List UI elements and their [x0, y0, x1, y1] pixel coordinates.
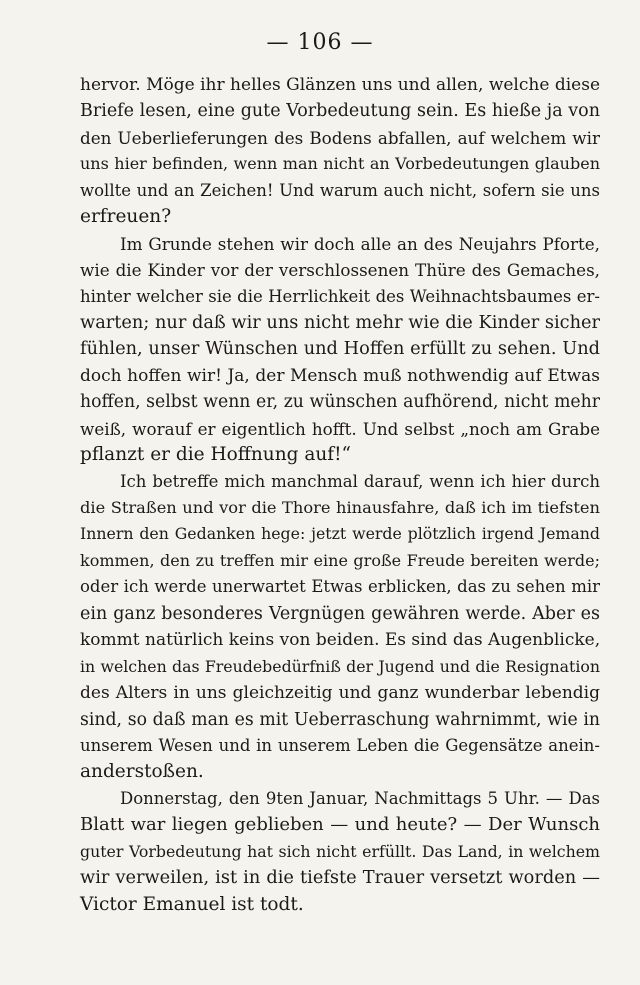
text-line: pflanzt er die Hoffnung auf!“: [80, 444, 352, 466]
text-line: kommen, den zu treffen mir eine große Freude bereiten werde;: [80, 550, 600, 570]
text-line: Innern den Gedanken hege: jetzt werde plötzlich irgend Jemand: [80, 524, 600, 544]
text-line: unserem Wesen und in unserem Leben die Gegensätze anein-: [80, 735, 600, 755]
text-line: Victor Emanuel ist todt.: [80, 893, 304, 915]
text-line: in welchen das Freudebedürfniß der Jugend und die Resignation: [80, 656, 600, 676]
text-line: oder ich werde unerwartet Etwas erblicken, das zu sehen mir: [80, 577, 600, 597]
paragraph: [80, 469, 600, 786]
text-line: sind, so daß man es mit Ueberraschung wahrnimmt, wie in: [80, 709, 600, 730]
page-number: — 106 —: [266, 30, 374, 55]
text-line: ein ganz besonderes Vergnügen gewähren werde. Aber es: [80, 603, 600, 624]
paragraph: [80, 786, 600, 918]
text-line: Ich betreffe mich manchmal darauf, wenn ich hier durch: [120, 471, 600, 491]
text-line: Donnerstag, den 9ten Januar, Nachmittags 5 Uhr. — Das: [120, 788, 600, 808]
text-line: weiß, worauf er eigentlich hofft. Und selbst „noch am Grabe: [80, 418, 600, 439]
text-line: Blatt war liegen geblieben — und heute? — Der Wunsch: [80, 814, 600, 836]
text-line: erfreuen?: [80, 206, 172, 228]
text-line: wie die Kinder vor der verschlossenen Thüre des Gemaches,: [80, 260, 600, 281]
text-line: Im Grunde stehen wir doch alle an des Neujahrs Pforte,: [120, 233, 600, 254]
text-line: die Straßen und vor die Thore hinausfahre, daß ich im tiefsten: [80, 498, 600, 517]
text-line: uns hier befinden, wenn man nicht an Vorbedeutungen glauben: [80, 154, 600, 174]
text-line: Briefe lesen, eine gute Vorbedeutung sein. Es hieße ja von: [80, 101, 600, 122]
text-line: hinter welcher sie die Herrlichkeit des Weihnachtsbaumes er-: [80, 286, 600, 306]
text-line: guter Vorbedeutung hat sich nicht erfüllt. Das Land, in welchem: [80, 841, 600, 861]
text-line: wir verweilen, ist in die tiefste Trauer versetzt worden —: [80, 868, 600, 889]
text-line: hoffen, selbst wenn er, zu wünschen aufhörend, nicht mehr: [80, 392, 600, 413]
text-line: doch hoffen wir! Ja, der Mensch muß nothwendig auf Etwas: [80, 365, 600, 386]
paragraph: [80, 72, 600, 231]
text-line: hervor. Möge ihr helles Glänzen uns und allen, welche diese: [80, 75, 600, 95]
text-line: kommt natürlich keins von beiden. Es sind das Augenblicke,: [80, 630, 601, 651]
text-line: wollte und an Zeichen! Und warum auch nicht, sofern sie uns: [80, 180, 600, 200]
text-line: den Ueberlieferungen des Bodens abfallen, auf welchem wir: [80, 127, 600, 148]
text-line: anderstoßen.: [80, 761, 204, 783]
text-line: fühlen, unser Wünschen und Hoffen erfüllt zu sehen. Und: [80, 339, 600, 360]
body-text: [80, 72, 600, 918]
text-line: warten; nur daß wir uns nicht mehr wie die Kinder sicher: [80, 312, 600, 333]
text-line: des Alters in uns gleichzeitig und ganz wunderbar lebendig: [80, 683, 600, 704]
paragraph: [80, 231, 600, 469]
